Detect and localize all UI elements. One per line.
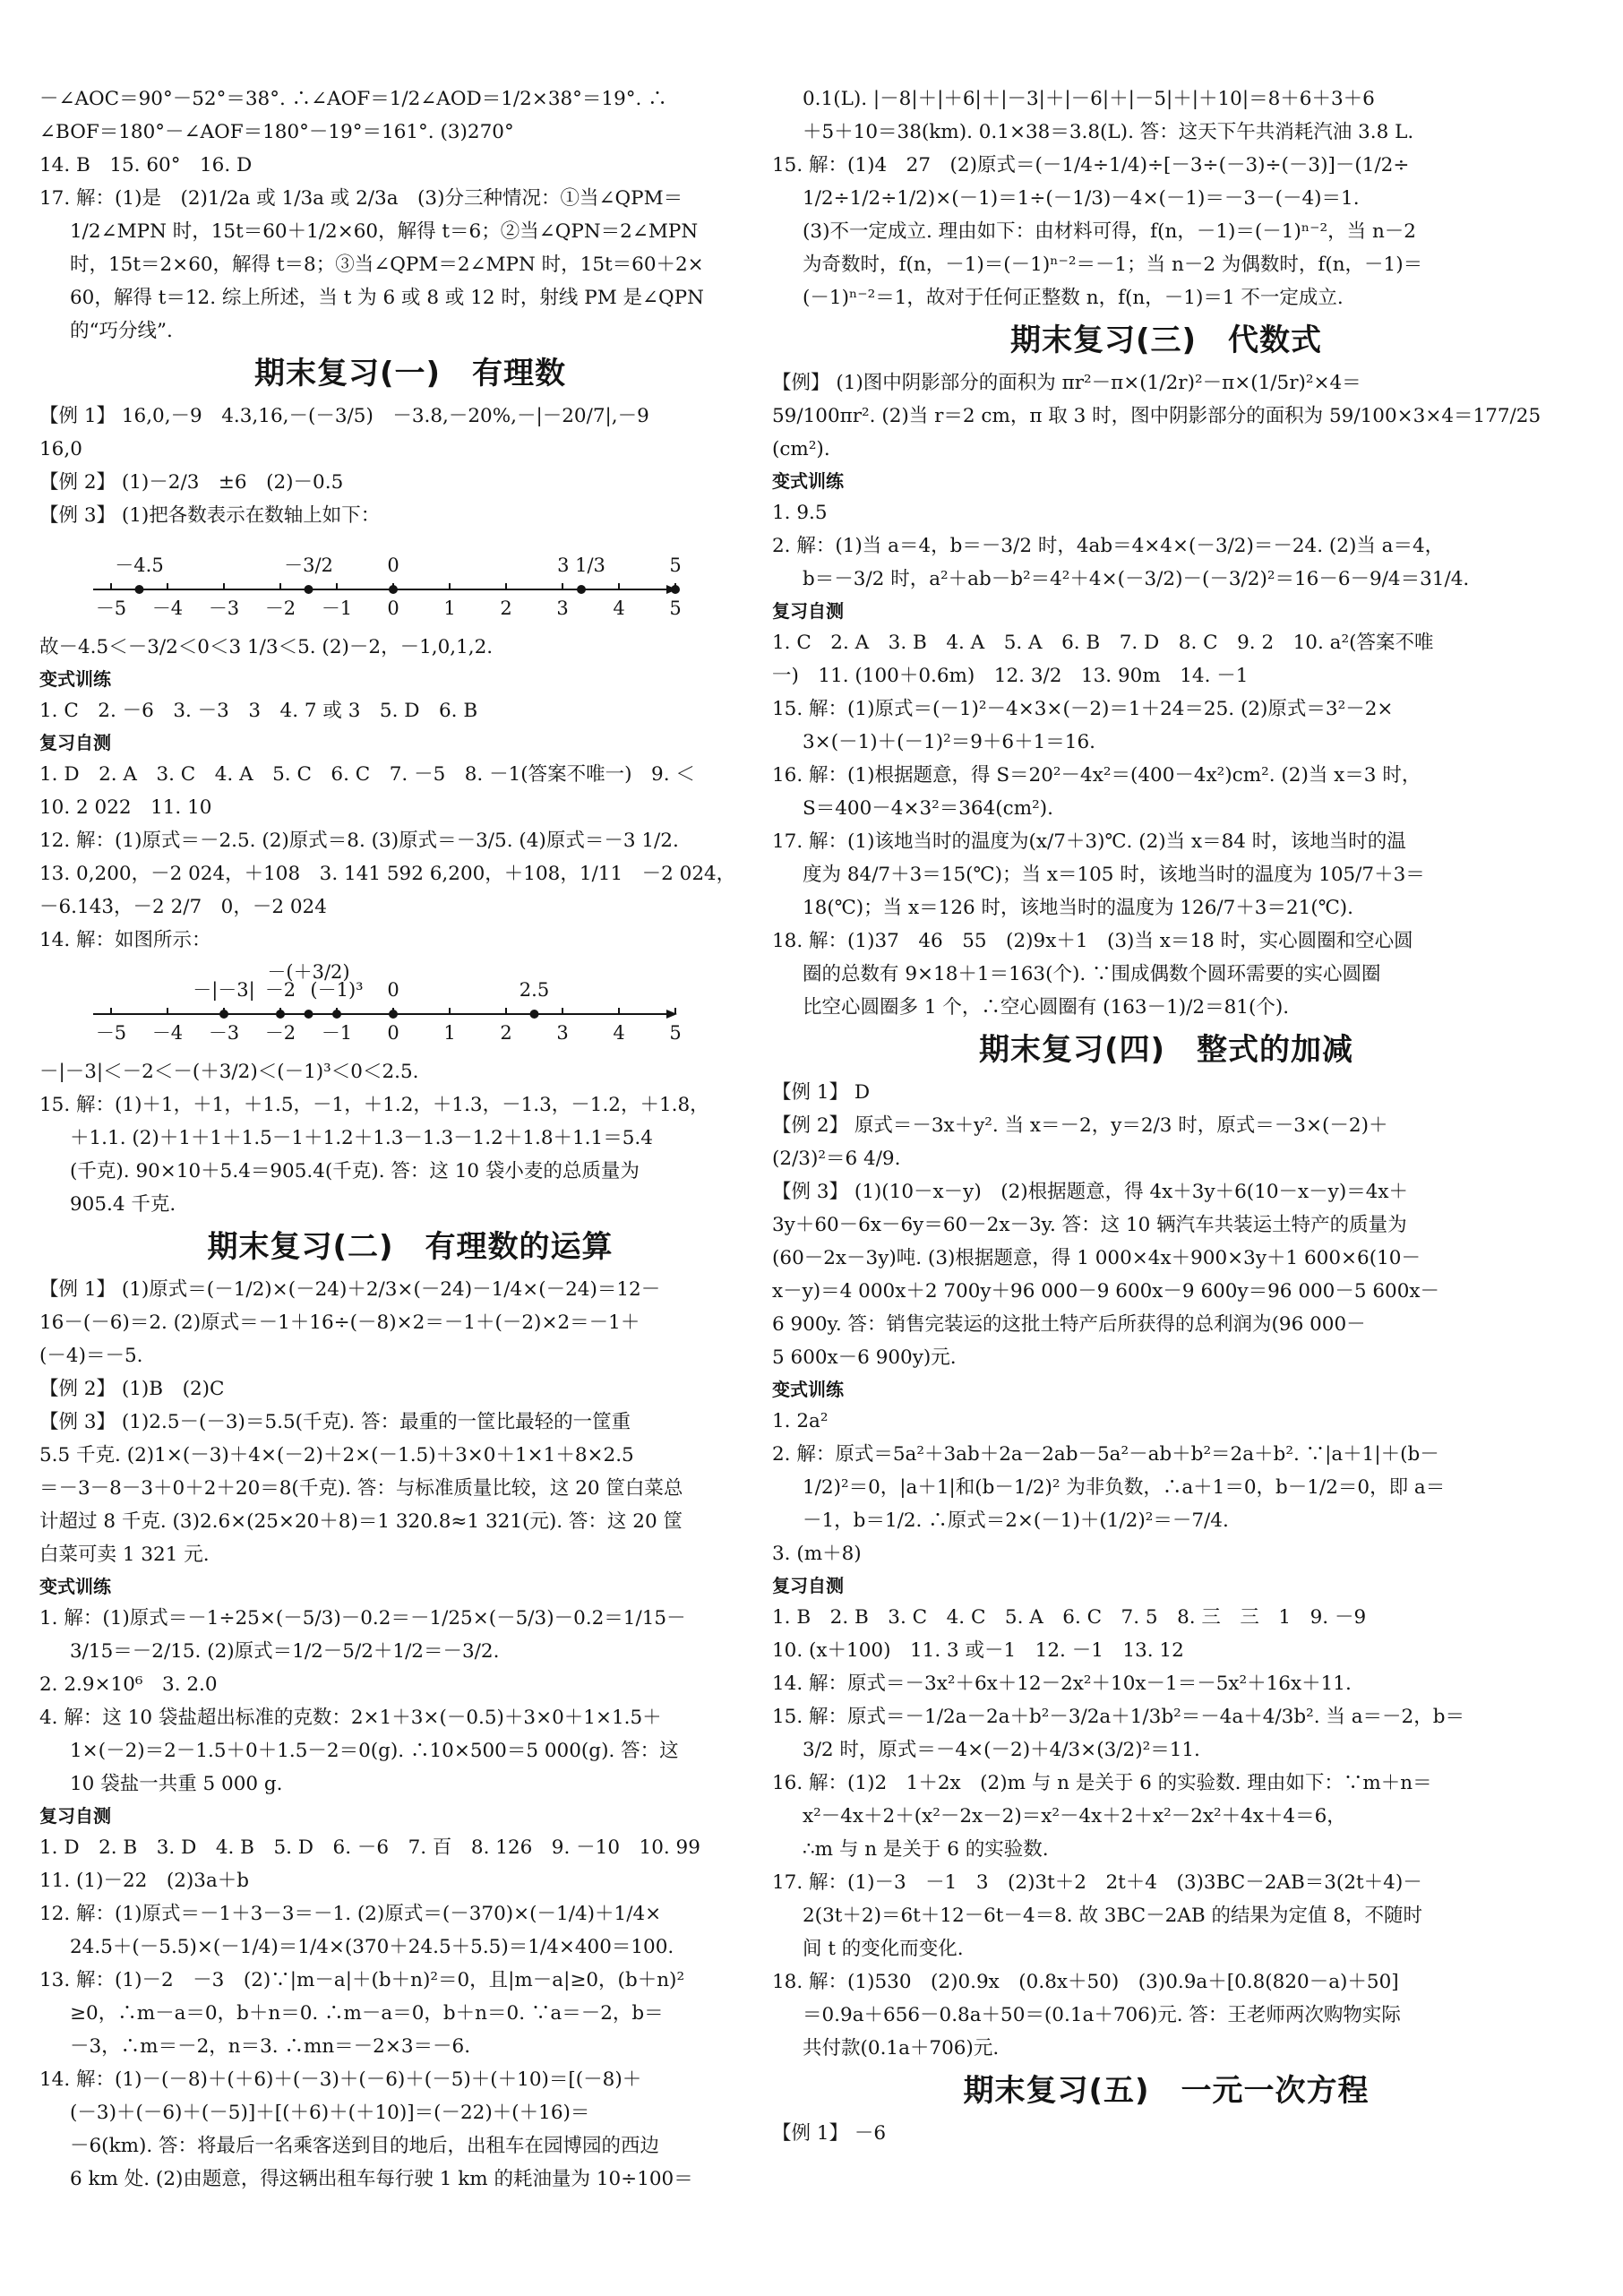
number-line-tick-label: 5: [669, 1022, 682, 1044]
text-line: ≥0，∴m－a＝0，b＋n＝0. ∴m－a＝0，b＋n＝0. ∵a＝－2，b＝: [70, 2002, 664, 2025]
text-line: 1. C 2. A 3. B 4. A 5. A 6. B 7. D 8. C 9. 2 10. a²(答案不唯: [772, 632, 1434, 654]
text-line: x－y)＝4 000x＋2 700y＋96 000－9 600x－9 600y＝96 000－5 600x－: [772, 1280, 1440, 1303]
number-line-point-label: 5: [669, 555, 682, 576]
subheading-practice: 变式训练: [39, 668, 111, 690]
text-line: 12. 解：(1)原式＝－2.5. (2)原式＝8. (3)原式＝－3/5. (4)原式＝－3 1/2.: [39, 830, 679, 852]
text-line: (－1)ⁿ⁻²＝1，故对于任何正整数 n，f(n，－1)＝1 不一定成立.: [803, 287, 1344, 309]
subheading-self-test: 复习自测: [772, 600, 844, 622]
number-line-tick-label: －1: [321, 1022, 353, 1044]
number-line-tick-label: 4: [613, 1022, 625, 1044]
text-line: 18. 解：(1)37 46 55 (2)9x＋1 (3)当 x＝18 时，实心圆圈和空心圆: [772, 930, 1413, 952]
text-line: 17. 解：(1)该地当时的温度为(x/7＋3)℃. (2)当 x＝84 时，该地当时的温: [772, 830, 1406, 853]
right-column: [772, 82, 1560, 2150]
text-line: －∠AOC＝90°－52°＝38°. ∴∠AOF＝1/2∠AOD＝1/2×38°＝19°. ∴: [39, 88, 667, 110]
text-line: 时，15t＝2×60，解得 t＝8；③当∠QPM＝2∠MPN 时，15t＝60＋2×: [70, 254, 704, 276]
text-line: 6 km 处. (2)由题意，得这辆出租车每行驶 1 km 的耗油量为 10÷100＝: [70, 2168, 693, 2190]
text-line: (－4)＝－5.: [39, 1345, 143, 1367]
text-line: 10 袋盐一共重 5 000 g.: [70, 1773, 283, 1795]
text-line: －3，∴m＝－2，n＝3. ∴mn＝－2×3＝－6.: [70, 2035, 471, 2058]
text-line: 16. 解：(1)2 1＋2x (2)m 与 n 是关于 6 的实验数. 理由如下：∵m＋n＝: [772, 1772, 1432, 1794]
number-line-tick-label: －3: [208, 598, 240, 619]
text-line: ＋1.1. (2)＋1＋1＋1.5－1＋1.2＋1.3－1.3－1.2＋1.8＋1.1＝5.4: [70, 1127, 653, 1149]
text-line: (－3)＋(－6)＋(－5)]＋[(＋6)＋(＋10)]＝(－22)＋(＋16)＝: [70, 2102, 590, 2124]
section-title-2: 期末复习(二) 有理数的运算: [207, 1229, 614, 1265]
section-title-5: 期末复习(五) 一元一次方程: [963, 2073, 1370, 2109]
text-line: ＝0.9a＋656－0.8a＋50＝(0.1a＋706)元. 答：王老师两次购物实际: [803, 2004, 1401, 2026]
text-line: (60－2x－3y)吨. (3)根据题意，得 1 000×4x＋900×3y＋1 600×6(10－: [772, 1247, 1421, 1269]
subheading-self-test: 复习自测: [39, 732, 111, 753]
text-line: 16,0: [39, 438, 82, 460]
text-line: 【例 1】 (1)原式＝(－1/2)×(－24)＋2/3×(－24)－1/4×(－24)＝12－: [39, 1278, 661, 1301]
text-line: 1. C 2. －6 3. －3 3 4. 7 或 3 5. D 6. B: [39, 700, 478, 722]
text-line: 18. 解：(1)530 (2)0.9x (0.8x＋50) (3)0.9a＋[0.8(820－a)＋50]: [772, 1971, 1399, 1993]
left-column: [39, 82, 781, 2196]
text-line: 5.5 千克. (2)1×(－3)＋4×(－2)＋2×(－1.5)＋3×0＋1×1＋8×2.5: [39, 1444, 634, 1466]
text-line: 14. 解：(1)－(－8)＋(＋6)＋(－3)＋(－6)＋(－5)＋(＋10)＝[(－8)＋: [39, 2068, 642, 2091]
text-line: 【例 3】 (1)2.5－(－3)＝5.5(千克). 答：最重的一筐比最轻的一筐重: [39, 1411, 631, 1433]
number-line-point: [219, 1010, 228, 1019]
number-line-tick-label: －4: [151, 598, 184, 619]
subheading-practice: 变式训练: [39, 1576, 111, 1597]
number-line-point-label: －3/2: [284, 555, 333, 576]
subheading-self-test: 复习自测: [772, 1575, 844, 1596]
text-line: 60，解得 t＝12. 综上所述，当 t 为 6 或 8 或 12 时，射线 PM 是∠QPN: [70, 287, 704, 309]
number-line-tick-label: 2: [500, 1022, 512, 1044]
section-title-3: 期末复习(三) 代数式: [1009, 322, 1323, 358]
text-line: 11. (1)－22 (2)3a＋b: [39, 1870, 250, 1892]
number-line-point-label: (－1)³: [310, 979, 364, 1001]
text-line: 3y＋60－6x－6y＝60－2x－3y. 答：这 10 辆汽车共装运土特产的质量为: [772, 1214, 1407, 1236]
text-line: ＝－3－8－3＋0＋2＋20＝8(千克). 答：与标准质量比较，这 20 筐白菜总: [39, 1477, 683, 1500]
text-line: 【例 1】 －6: [772, 2122, 887, 2145]
number-line-point-label: －2: [264, 979, 296, 1001]
number-line-point-label: 2.5: [519, 979, 550, 1001]
text-line: 16－(－6)＝2. (2)原式＝－1＋16÷(－8)×2＝－1＋(－2)×2＝－1＋: [39, 1311, 640, 1334]
text-line: 3. (m＋8): [772, 1543, 862, 1565]
number-line-tick-label: 0: [387, 598, 399, 619]
text-line: 18(℃)；当 x＝126 时，该地当时的温度为 126/7＋3＝21(℃).: [803, 897, 1354, 919]
text-line: 4. 解：这 10 袋盐超出标准的克数：2×1＋3×(－0.5)＋3×0＋1×1.5＋: [39, 1707, 662, 1729]
number-line-point-label: －(＋3/2): [267, 961, 350, 983]
number-line-point: [577, 585, 586, 594]
text-line: 1. D 2. A 3. C 4. A 5. C 6. C 7. －5 8. －1(答案不唯一) 9. ＜: [39, 763, 695, 786]
text-line: 【例 2】 (1)B (2)C: [39, 1378, 225, 1400]
subheading-practice: 变式训练: [772, 1379, 844, 1400]
text-line: 的“巧分线”.: [70, 320, 173, 342]
number-line-point-label: －4.5: [115, 555, 164, 576]
text-line: 2. 解：(1)当 a＝4，b＝－3/2 时，4ab＝4×4×(－3/2)＝－24. (2)当 a＝4，: [772, 535, 1445, 557]
number-line-point: [305, 585, 313, 594]
text-line: 1. 2a²: [772, 1410, 829, 1432]
number-line-tick-label: 1: [443, 598, 456, 619]
text-line: 3/15＝－2/15. (2)原式＝1/2－5/2＋1/2＝－3/2.: [70, 1640, 500, 1663]
text-line: 2(3t＋2)＝6t＋12－6t－4＝8. 故 3BC－2AB 的结果为定值 8，不随时: [803, 1905, 1422, 1927]
number-line-point: [389, 585, 398, 594]
text-line: 3/2 时，原式＝－4×(－2)＋4/3×(3/2)²＝11.: [803, 1739, 1200, 1761]
text-line: 905.4 千克.: [70, 1193, 176, 1216]
text-line: －1，b＝1/2. ∴原式＝2×(－1)＋(1/2)²＝－7/4.: [803, 1509, 1229, 1532]
text-line: 5 600x－6 900y)元.: [772, 1346, 957, 1369]
number-line-tick-label: 3: [556, 598, 569, 619]
text-line: ∠BOF＝180°－∠AOF＝180°－19°＝161°. (3)270°: [39, 121, 514, 143]
text-line: 14. 解：原式＝－3x²＋6x＋12－2x²＋10x－1＝－5x²＋16x＋11.: [772, 1673, 1352, 1695]
text-line: 0.1(L). |－8|＋|＋6|＋|－3|＋|－6|＋|－5|＋|＋10|＝8＋6＋3＋6: [803, 88, 1375, 110]
number-line-tick-label: －2: [264, 598, 296, 619]
number-line-tick-label: 4: [613, 598, 625, 619]
text-line: 1/2)²＝0，|a＋1|和(b－1/2)² 为非负数，∴a＋1＝0，b－1/2＝0，即 a＝: [803, 1476, 1446, 1499]
number-line-tick-label: －2: [264, 1022, 296, 1044]
text-line: 59/100πr². (2)当 r＝2 cm，π 取 3 时，图中阴影部分的面积为 59/100×3×4＝177/25: [772, 405, 1541, 427]
text-line: 【例 3】 (1)把各数表示在数轴上如下：: [39, 504, 381, 527]
number-line-2: [39, 960, 781, 1050]
text-line: 1/2÷1/2÷1/2)×(－1)＝1÷(－1/3)－4×(－1)＝－3－(－4)＝1.: [803, 187, 1360, 210]
text-line: 为奇数时，f(n，－1)＝(－1)ⁿ⁻²＝－1；当 n－2 为偶数时，f(n，－1)＝: [803, 254, 1423, 276]
text-line: 比空心圆圈多 1 个，∴空心圆圈有 (163－1)/2＝81(个).: [803, 996, 1290, 1019]
text-line: 圈的总数有 9×18＋1＝163(个). ∵围成偶数个圆环需要的实心圆圈: [803, 963, 1381, 985]
text-line: 【例 1】 16,0,－9 4.3,16,－(－3/5) －3.8,－20%,－|－20/7|,－9: [39, 405, 649, 427]
text-line: 度为 84/7＋3＝15(℃)；当 x＝105 时，该地当时的温度为 105/7＋3＝: [803, 864, 1425, 886]
text-line: (千克). 90×10＋5.4＝905.4(千克). 答：这 10 袋小麦的总质量为: [70, 1160, 640, 1182]
number-line-tick-label: －1: [321, 598, 353, 619]
number-line-point-label: 3 1/3: [557, 555, 605, 576]
text-line: 【例 3】 (1)(10－x－y) (2)根据题意，得 4x＋3y＋6(10－x－y)＝4x＋: [772, 1181, 1409, 1203]
number-line-point-label: 0: [387, 979, 399, 1001]
text-line: 16. 解：(1)根据题意，得 S＝20²－4x²＝(400－4x²)cm². (2)当 x＝3 时，: [772, 764, 1421, 787]
text-line: 间 t 的变化而变化.: [803, 1938, 964, 1960]
section-title-1: 期末复习(一) 有理数: [253, 356, 567, 391]
text-line: 17. 解：(1)－3 －1 3 (2)3t＋2 2t＋4 (3)3BC－2AB＝3(2t＋4)－: [772, 1871, 1422, 1894]
text-line: 【例 2】 原式＝－3x＋y². 当 x＝－2，y＝2/3 时，原式＝－3×(－2)＋: [772, 1114, 1388, 1137]
text-line: x²－4x＋2＋(x²－2x－2)＝x²－4x＋2＋x²－2x²＋4x＋4＝6，: [803, 1805, 1346, 1827]
text-line: 13. 0,200，－2 024，＋108 3. 141 592 6,200，＋108，1/11 －2 024，: [39, 863, 736, 885]
text-line: 15. 解：原式＝－1/2a－2a＋b²－3/2a＋1/3b²＝－4a＋4/3b². 当 a＝－2，b＝: [772, 1706, 1464, 1728]
text-line: (3)不一定成立. 理由如下：由材料可得，f(n，－1)＝(－1)ⁿ⁻²，当 n－2: [803, 220, 1416, 243]
left-top-block: [39, 82, 781, 348]
text-line: 2. 2.9×10⁶ 3. 2.0: [39, 1673, 218, 1696]
text-line: 故－4.5＜－3/2＜0＜3 1/3＜5. (2)－2，－1,0,1,2.: [39, 636, 494, 658]
text-line: 6 900y. 答：销售完装运的这批土特产后所获得的总利润为(96 000－: [772, 1313, 1366, 1336]
number-line-tick-label: －4: [151, 1022, 184, 1044]
text-line: 2. 解：原式＝5a²＋3ab＋2a－2ab－5a²－ab＋b²＝2a＋b². ∵|a＋1|＋(b－: [772, 1443, 1439, 1466]
number-line-point: [530, 1010, 539, 1019]
text-line: 10. (x＋100) 11. 3 或－1 12. －1 13. 12: [772, 1639, 1184, 1662]
text-line: 计超过 8 千克. (3)2.6×(25×20＋8)＝1 320.8≈1 321(元). 答：这 20 筐: [39, 1510, 683, 1533]
text-line: 1. B 2. B 3. C 4. C 5. A 6. C 7. 5 8. 三 三 1 9. －9: [772, 1606, 1367, 1629]
text-line: 14. B 15. 60° 16. D: [39, 154, 253, 176]
number-line-point-label: 0: [387, 555, 399, 576]
text-line: 15. 解：(1)原式＝(－1)²－4×3×(－2)＝1＋24＝25. (2)原式＝3²－2×: [772, 698, 1394, 720]
text-line: 共付款(0.1a＋706)元.: [803, 2037, 1000, 2060]
text-line: 10. 2 022 11. 10: [39, 796, 212, 819]
number-line-tick-label: －5: [95, 1022, 127, 1044]
number-line-point: [135, 585, 144, 594]
number-line-point: [671, 585, 680, 594]
text-line: －|－3|＜－2＜－(＋3/2)＜(－1)³＜0＜2.5.: [39, 1061, 419, 1083]
number-line-1: [39, 536, 781, 625]
text-line: 一) 11. (100＋0.6m) 12. 3/2 13. 90m 14. －1: [772, 665, 1249, 687]
text-line: b＝－3/2 时，a²＋ab－b²＝4²＋4×(－3/2)－(－3/2)²＝16－6－9/4＝31/4.: [803, 568, 1470, 590]
number-line-tick-label: 2: [500, 598, 512, 619]
number-line-tick-label: －3: [208, 1022, 240, 1044]
number-line-point: [305, 1010, 313, 1019]
text-line: 14. 解：如图所示：: [39, 929, 211, 951]
number-line-tick-label: －5: [95, 598, 127, 619]
text-line: 【例 2】 (1)－2/3 ±6 (2)－0.5: [39, 471, 344, 494]
number-line-point-label: －|－3|: [193, 979, 255, 1001]
subheading-practice: 变式训练: [772, 470, 844, 492]
text-line: 13. 解：(1)－2 －3 (2)∵|m－a|＋(b＋n)²＝0，且|m－a|≥0，(b＋n)²: [39, 1969, 685, 1991]
text-line: 1×(－2)＝2－1.5＋0＋1.5－2＝0(g). ∴10×500＝5 000(g). 答：这: [70, 1740, 679, 1762]
number-line-tick-label: 3: [556, 1022, 569, 1044]
text-line: (cm²).: [772, 438, 830, 460]
text-line: 12. 解：(1)原式＝－1＋3－3＝－1. (2)原式＝(－370)×(－1/4)＋1/4×: [39, 1903, 662, 1925]
text-line: 1. 解：(1)原式＝－1÷25×(－5/3)－0.2＝－1/25×(－5/3)－0.2＝1/15－: [39, 1607, 686, 1630]
text-line: 白菜可卖 1 321 元.: [39, 1544, 210, 1566]
text-line: S＝400－4×3²＝364(cm²).: [803, 797, 1053, 820]
number-line-point: [276, 1010, 285, 1019]
text-line: －6(km). 答：将最后一名乘客送到目的地后，出租车在园博园的西边: [70, 2135, 660, 2157]
text-line: 15. 解：(1)＋1，＋1，＋1.5，－1，＋1.2，＋1.3，－1.3，－1.2，＋1.8，: [39, 1094, 709, 1116]
text-line: 1. 9.5: [772, 502, 828, 524]
number-line-tick-label: 5: [669, 598, 682, 619]
subheading-self-test: 复习自测: [39, 1805, 111, 1827]
text-line: 【例】 (1)图中阴影部分的面积为 πr²－π×(1/2r)²－π×(1/5r)²×4＝: [772, 372, 1361, 394]
text-line: (2/3)²＝6 4/9.: [772, 1148, 901, 1170]
section-title-4: 期末复习(四) 整式的加减: [978, 1032, 1354, 1068]
number-line-point: [332, 1010, 341, 1019]
text-line: 17. 解：(1)是 (2)1/2a 或 1/3a 或 2/3a (3)分三种情况：①当∠QPM＝: [39, 187, 683, 210]
text-line: 3×(－1)＋(－1)²＝9＋6＋1＝16.: [803, 731, 1095, 753]
text-line: ＋5＋10＝38(km). 0.1×38＝3.8(L). 答：这天下午共消耗汽油 3.8 L.: [803, 121, 1414, 143]
number-line-tick-label: 1: [443, 1022, 456, 1044]
text-line: 1. D 2. B 3. D 4. B 5. D 6. －6 7. 百 8. 126 9. －10 10. 99: [39, 1836, 700, 1859]
text-line: 15. 解：(1)4 27 (2)原式＝(－1/4÷1/4)÷[－3÷(－3)÷(－3)]－(1/2÷: [772, 154, 1410, 176]
number-line-point: [389, 1010, 398, 1019]
text-line: 1/2∠MPN 时，15t＝60＋1/2×60，解得 t＝6；②当∠QPN＝2∠MPN: [70, 220, 699, 243]
text-line: －6.14̇3̇，－2 2/7 0，－2 024: [39, 896, 327, 918]
text-line: ∴m 与 n 是关于 6 的实验数.: [803, 1838, 1049, 1861]
number-line-tick-label: 0: [387, 1022, 399, 1044]
text-line: 【例 1】 D: [772, 1081, 871, 1104]
text-line: 24.5＋(－5.5)×(－1/4)＝1/4×(370＋24.5＋5.5)＝1/4×400＝100.: [70, 1936, 674, 1958]
